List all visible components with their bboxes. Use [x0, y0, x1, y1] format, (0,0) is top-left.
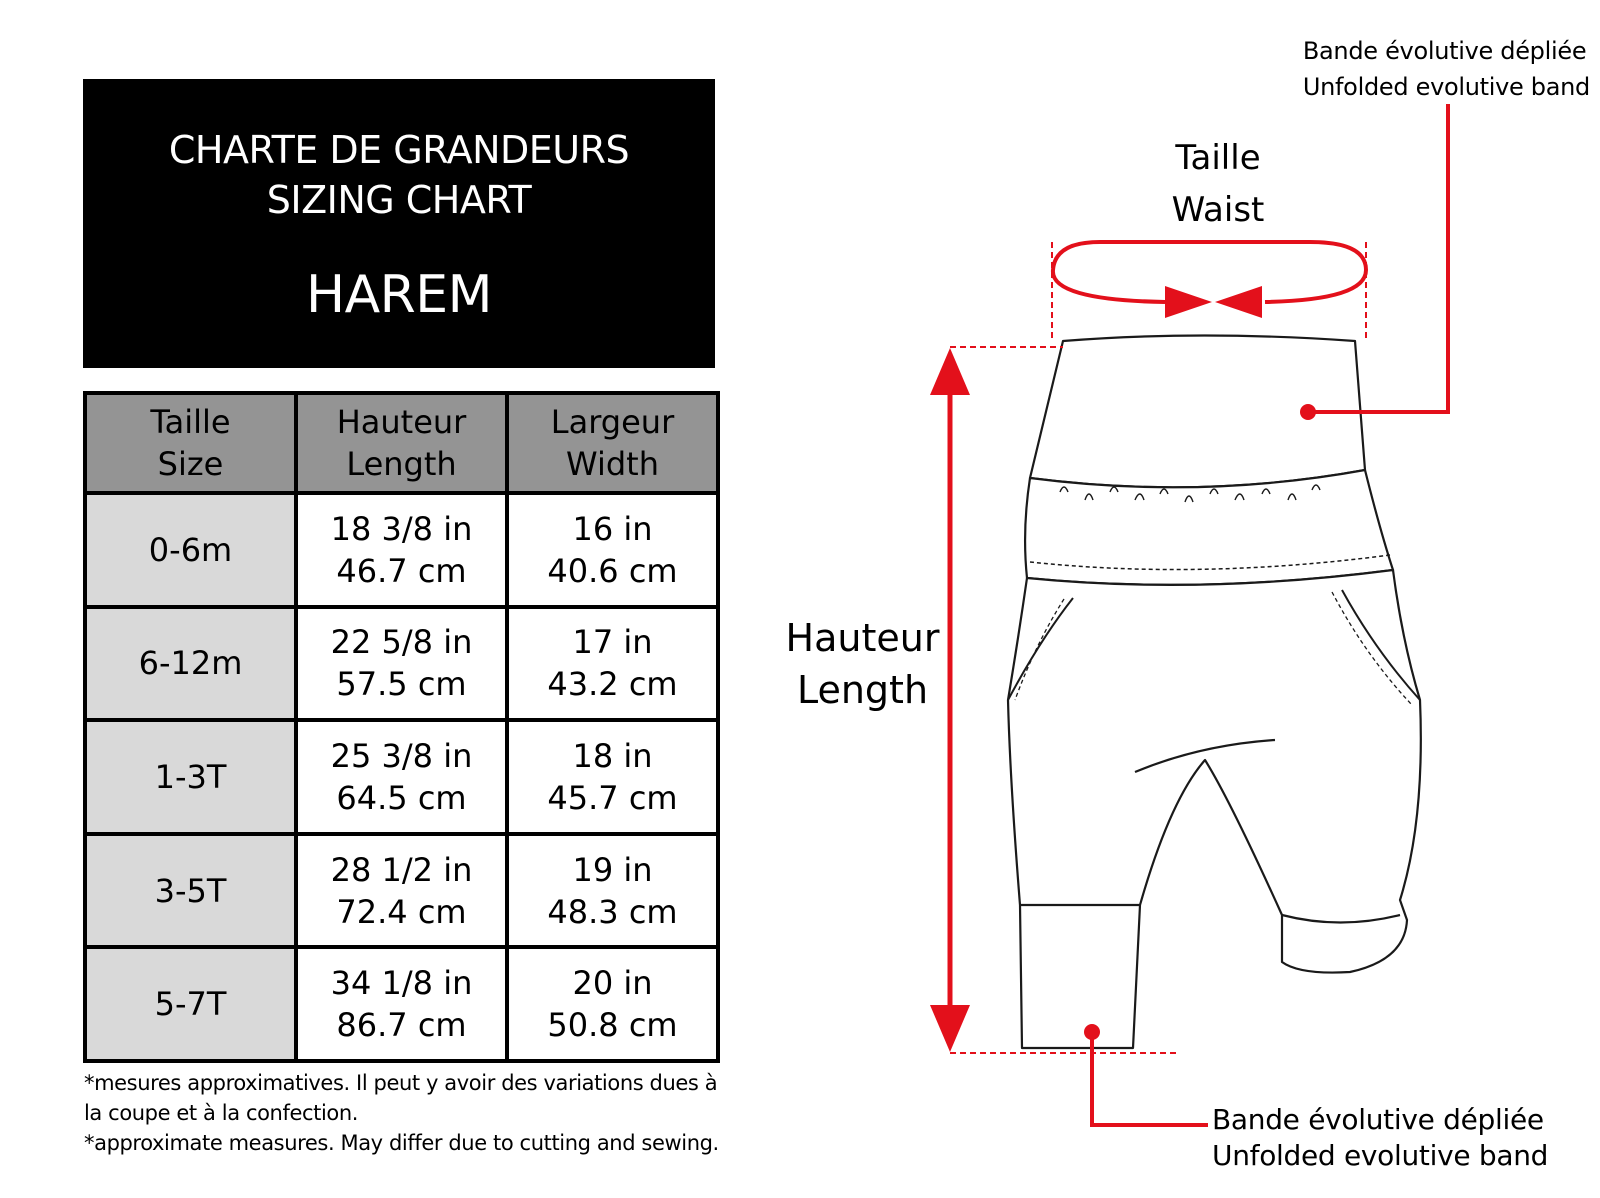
- title-french: CHARTE DE GRANDEURS: [168, 128, 630, 172]
- top-callout-label: [1303, 33, 1590, 105]
- waist-label-fr: Taille: [1175, 138, 1261, 178]
- size-cell: 6-12m: [85, 607, 296, 721]
- size-cell: 0-6m: [85, 493, 296, 607]
- bottom-callout-label: [1212, 1102, 1548, 1174]
- width-in: 20 in: [572, 964, 653, 1003]
- length-in: 18 3/8 in: [330, 509, 473, 548]
- length-in: 28 1/2 in: [330, 850, 473, 889]
- top-callout-fr: Bande évolutive dépliée: [1302, 37, 1587, 65]
- header-size-en: Size: [157, 445, 224, 483]
- width-in: 18 in: [572, 736, 653, 775]
- top-callout-en: Unfolded evolutive band: [1302, 73, 1590, 101]
- length-label-fr: Hauteur: [785, 616, 940, 660]
- size-cell: 1-3T: [85, 720, 296, 834]
- title-english: SIZING CHART: [266, 178, 532, 222]
- waist-measurement: [1052, 242, 1366, 338]
- length-in: 34 1/8 in: [330, 964, 473, 1003]
- length-in: 22 5/8 in: [330, 623, 473, 662]
- length-cm: 86.7 cm: [336, 1006, 467, 1045]
- pants-outline: [1008, 336, 1421, 1049]
- header-length-fr: Hauteur: [336, 403, 467, 441]
- length-arrow-down: [930, 1005, 970, 1052]
- length-cm: 64.5 cm: [336, 778, 467, 817]
- size-cell: 5-7T: [85, 947, 296, 1061]
- header-width-en: Width: [566, 445, 659, 483]
- pants-body: [1008, 570, 1421, 1048]
- length-cm: 72.4 cm: [336, 892, 467, 931]
- bottom-callout-fr: Bande évolutive dépliée: [1212, 1103, 1544, 1136]
- length-label-en: Length: [796, 668, 929, 712]
- waist-arrow-right: [1215, 286, 1262, 318]
- footnote-french: *mesures approximatives. Il peut y avoir des variations dues à la coupe et à la confection.: [84, 1071, 718, 1125]
- width-in: 17 in: [572, 623, 653, 662]
- width-cm: 40.6 cm: [547, 551, 678, 590]
- header-width-fr: Largeur: [550, 403, 675, 441]
- length-cm: 46.7 cm: [336, 551, 467, 590]
- width-in: 19 in: [572, 850, 653, 889]
- gathered-section: [1025, 470, 1393, 585]
- waist-arrow-left: [1165, 286, 1212, 318]
- length-cm: 57.5 cm: [336, 665, 467, 704]
- length-arrow-up: [930, 348, 970, 395]
- width-cm: 43.2 cm: [547, 665, 678, 704]
- size-cell: 3-5T: [85, 834, 296, 948]
- bottom-callout-en: Unfolded evolutive band: [1212, 1139, 1549, 1172]
- width-in: 16 in: [572, 509, 653, 548]
- model-name: HAREM: [305, 265, 493, 325]
- header-size-fr: Taille: [150, 403, 231, 441]
- waist-label: [1130, 132, 1306, 236]
- waist-label-en: Waist: [1171, 190, 1265, 230]
- width-cm: 50.8 cm: [547, 1006, 678, 1045]
- length-in: 25 3/8 in: [330, 736, 473, 775]
- header-length-en: Length: [346, 445, 457, 483]
- width-cm: 48.3 cm: [547, 892, 678, 931]
- length-label: [770, 612, 955, 716]
- footnote-english: *approximate measures. May differ due to cutting and sewing.: [84, 1131, 719, 1155]
- width-cm: 45.7 cm: [547, 778, 678, 817]
